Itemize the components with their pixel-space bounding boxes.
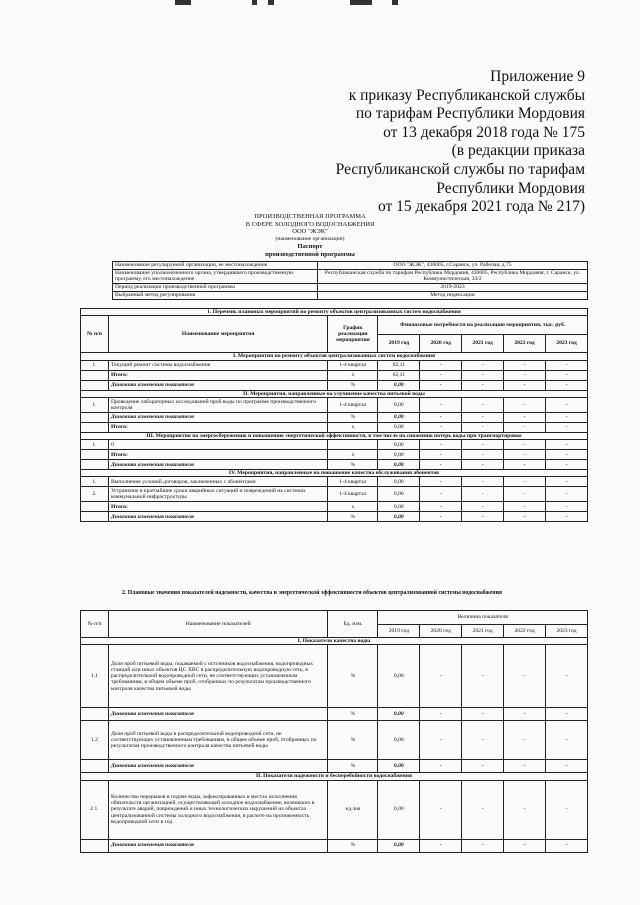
row-value: - <box>420 380 462 390</box>
row-value: - <box>420 502 462 512</box>
row-schedule: % <box>328 380 378 390</box>
table1-title: 1. Перечень плановых мероприятий по ремонту объектов централизованных систем водоснабжения <box>81 309 588 316</box>
row-value: - <box>504 839 546 852</box>
row-name: Итого: <box>108 502 327 512</box>
row-num <box>81 370 109 380</box>
passport-value: Республиканская служба по тарифам Республики Мордовия, 430005, Республика Мордовия, г. Саранск, ул. Коммунистическая, 33/2 <box>318 270 588 284</box>
row-name: Динамика изменения показателя <box>108 760 328 773</box>
table-row <box>81 450 588 460</box>
row-value: - <box>462 760 504 773</box>
row-value: - <box>546 440 588 450</box>
passport-row <box>113 291 588 299</box>
row-value: - <box>462 512 504 522</box>
row-value: 0,00 <box>378 839 420 852</box>
section-row <box>81 390 588 397</box>
row-value: 0,00 <box>378 397 420 412</box>
header-line: от 15 декабря 2021 года № 217) <box>377 198 585 216</box>
header-line: по тарифам Республики Мордовия <box>355 105 585 123</box>
row-name: Проведение лабораторных исследований проб воды по программе производственного контроля <box>108 397 327 412</box>
row-value: - <box>546 645 588 708</box>
row-value: - <box>546 360 588 370</box>
col-unit-header: Ед. изм. <box>328 611 378 638</box>
year-header: 2022 год <box>504 334 546 353</box>
row-value: - <box>420 721 462 760</box>
row-value: - <box>462 422 504 432</box>
table1-title-row <box>81 309 588 316</box>
section-title: III. Мероприятия по энергосбережению и повышению энергетической эффективности, в том числе по снижению потерь воды при транспортировке <box>81 432 588 439</box>
row-value: - <box>546 760 588 773</box>
table-row <box>81 397 588 412</box>
row-value: - <box>420 839 462 852</box>
section-title: IV. Мероприятия, направленные на повышение качества обслуживания абонентов <box>81 470 588 477</box>
section-title: I. Мероприятия по ремонту объектов централизованных систем водоснабжения <box>81 353 588 360</box>
row-schedule: х <box>328 422 378 432</box>
row-value: 0,00 <box>378 780 420 839</box>
row-schedule: х <box>328 370 378 380</box>
table-row <box>81 708 588 721</box>
table-row <box>81 760 588 773</box>
row-value: 0,00 <box>378 440 420 450</box>
passport-value: ООО "ЖЭК", 430005, г.Саранск, ул. Рабочая, д.75 <box>318 262 588 270</box>
row-value: - <box>420 760 462 773</box>
row-value: - <box>420 487 462 502</box>
row-unit: % <box>328 721 378 760</box>
table-row <box>81 502 588 512</box>
row-value: - <box>462 839 504 852</box>
row-num: 1. <box>81 397 109 412</box>
row-unit: % <box>328 708 378 721</box>
row-num <box>81 760 109 773</box>
title-line-2: В СФЕРЕ ХОЛОДНОГО ВОДОСНАБЖЕНИЯ <box>245 220 375 228</box>
row-schedule: % <box>328 512 378 522</box>
year-header: 2023 год <box>546 624 588 638</box>
row-value: - <box>420 708 462 721</box>
org-caption: (наименование организации) <box>275 235 345 242</box>
section-title: II. Показатели надежности и бесперебойности водоснабжения <box>81 773 588 780</box>
row-value: - <box>546 721 588 760</box>
row-num: 2. <box>81 487 109 502</box>
row-schedule: 1-4 квартал <box>328 397 378 412</box>
row-value: - <box>504 397 546 412</box>
row-value: 0,00 <box>378 477 420 487</box>
row-value: - <box>504 412 546 422</box>
table-row <box>81 360 588 370</box>
row-schedule: % <box>328 412 378 422</box>
row-num <box>81 380 109 390</box>
col-name-header: Наименование мероприятия <box>108 316 327 353</box>
year-header: 2020 год <box>420 334 462 353</box>
table-row <box>81 477 588 487</box>
row-unit: % <box>328 760 378 773</box>
row-value: 0,00 <box>378 460 420 470</box>
row-value: - <box>546 412 588 422</box>
passport-value: 2019-2023 <box>318 283 588 291</box>
year-header: 2023 год <box>546 334 588 353</box>
appendix-header <box>336 68 585 217</box>
table-row <box>81 780 588 839</box>
row-name: Итого: <box>108 422 327 432</box>
row-value: - <box>546 477 588 487</box>
row-value: 0,00 <box>378 760 420 773</box>
row-value: - <box>504 780 546 839</box>
program-title <box>0 213 630 259</box>
row-num <box>81 708 109 721</box>
row-value: - <box>504 512 546 522</box>
row-num <box>81 502 109 512</box>
row-value: 62,11 <box>378 360 420 370</box>
row-value: - <box>504 380 546 390</box>
passport-table <box>112 261 588 300</box>
passport-row <box>113 270 588 284</box>
row-num <box>81 512 109 522</box>
row-value: - <box>462 460 504 470</box>
table-row <box>81 839 588 852</box>
passport-row <box>113 283 588 291</box>
row-name: Динамика изменения показателя <box>108 708 328 721</box>
row-value: - <box>462 450 504 460</box>
passport-label: Период реализации производственной программы <box>113 283 318 291</box>
repair-measures-table <box>80 308 588 522</box>
header-line: Республиканской службы по тарифам <box>335 160 585 178</box>
row-value: - <box>504 502 546 512</box>
col-num-header: № п/п <box>81 611 109 638</box>
row-name: Динамика изменения показателя <box>108 412 327 422</box>
row-value: - <box>504 708 546 721</box>
row-name: Текущий ремонт системы водоснабжения <box>108 360 327 370</box>
row-name: Динамика изменения показателя <box>108 512 327 522</box>
passport-label: Наименование уполномоченного органа, утвердившего производственную программу, его местонахождение <box>113 270 318 284</box>
row-name: Количество перерывов в подаче воды, зафиксированных в местах исполнения обязательств организацией, осуществляющей холодное водоснабжение, возникших в результате аварий, повреждений и иных технологических нарушений на объектах централизованной системы холодного водоснабжения, в расчете на протяженность водопроводной сети в год <box>108 780 328 839</box>
row-name: Динамика изменения показателя <box>108 380 327 390</box>
row-value: - <box>546 397 588 412</box>
row-value: - <box>546 708 588 721</box>
table-row <box>81 380 588 390</box>
row-value: - <box>420 397 462 412</box>
passport-row <box>113 262 588 270</box>
row-value: 0,00 <box>378 450 420 460</box>
row-value: 0,00 <box>378 422 420 432</box>
table-row <box>81 422 588 432</box>
section-row <box>81 432 588 439</box>
row-name: Выполнение условий договоров, заключенных с абонентами <box>108 477 327 487</box>
table-row <box>81 512 588 522</box>
row-value: 0,00 <box>378 645 420 708</box>
indicators-table <box>80 610 588 853</box>
row-value: - <box>504 422 546 432</box>
row-unit: % <box>328 839 378 852</box>
table-row <box>81 460 588 470</box>
row-schedule: 1-4 квартал <box>328 360 378 370</box>
row-name: Доля проб питьевой воды, подаваемой с источников водоснабжения, водопроводных станций или иных объектов ЦС ХВС в распределительную водопроводную сеть, в распределительной водопроводной сети, не соответствующих установленным требованиям, в общем объеме проб, отобранных по результатам производственного контроля качества питьевой воды <box>108 645 328 708</box>
table-row <box>81 645 588 708</box>
row-value: - <box>462 440 504 450</box>
row-value: 0,00 <box>378 512 420 522</box>
passport-label: Выбранный метод регулирования <box>113 291 318 299</box>
year-header: 2020 год <box>420 624 462 638</box>
row-value: - <box>420 370 462 380</box>
year-header: 2019 год <box>378 334 420 353</box>
passport-value: Метод индексации <box>318 291 588 299</box>
row-name: Итого: <box>108 370 327 380</box>
row-num: 1. <box>81 360 109 370</box>
row-value: - <box>420 460 462 470</box>
year-header: 2019 год <box>378 624 420 638</box>
row-value: - <box>462 380 504 390</box>
row-schedule: х <box>328 450 378 460</box>
org-name: ООО "ЖЭК" <box>292 228 328 236</box>
col-schedule-header: График реализации мероприятия <box>328 316 378 353</box>
row-value: 0,00 <box>378 380 420 390</box>
row-schedule: % <box>328 460 378 470</box>
row-name: 0 <box>108 440 327 450</box>
section-title: II. Мероприятия, направленные на улучшение качества питьевой воды <box>81 390 588 397</box>
row-value: - <box>420 360 462 370</box>
table-row <box>81 370 588 380</box>
row-num: 1. <box>81 477 109 487</box>
passport-subtitle: производственной программы <box>265 250 355 258</box>
row-schedule: 1-4 квартал <box>328 487 378 502</box>
row-value: - <box>462 412 504 422</box>
col-name-header: Наименование показателей <box>108 611 328 638</box>
row-value: - <box>420 477 462 487</box>
row-value: 0,00 <box>378 412 420 422</box>
row-value: - <box>462 502 504 512</box>
row-value: - <box>462 487 504 502</box>
row-num: 2.1. <box>81 780 109 839</box>
section-row <box>81 638 588 645</box>
row-value: - <box>546 502 588 512</box>
year-header: 2022 год <box>504 624 546 638</box>
table-row <box>81 412 588 422</box>
year-header: 2021 год <box>462 334 504 353</box>
title-line-1: ПРОИЗВОДСТВЕННАЯ ПРОГРАММА <box>254 213 366 220</box>
row-value: - <box>420 440 462 450</box>
row-value: - <box>462 477 504 487</box>
row-value: - <box>462 370 504 380</box>
row-value: - <box>420 422 462 432</box>
row-value: - <box>546 370 588 380</box>
row-value: - <box>504 370 546 380</box>
row-value: 0,00 <box>378 502 420 512</box>
row-value: - <box>504 460 546 470</box>
table-row <box>81 721 588 760</box>
row-value: - <box>546 422 588 432</box>
row-num <box>81 450 109 460</box>
row-value: - <box>504 760 546 773</box>
row-value: 0,00 <box>378 721 420 760</box>
row-value: - <box>546 839 588 852</box>
header-line: Республики Мордовия <box>436 179 585 197</box>
row-num: 1. <box>81 440 109 450</box>
row-num: 1.2 <box>81 721 109 760</box>
row-name: Динамика изменения показателя <box>108 839 328 852</box>
row-value: 0,00 <box>378 708 420 721</box>
row-schedule: 1-4 квартал <box>328 477 378 487</box>
row-value: - <box>546 780 588 839</box>
row-value: - <box>504 360 546 370</box>
header-line: к приказу Республиканской службы <box>348 86 585 104</box>
header-line: Приложение 9 <box>490 68 585 85</box>
row-num: 1.1 <box>81 645 109 708</box>
table2-title: 2. Плановые значения показателей надежности, качества и энергетической эффективности объектов централизованной системы водоснабжения <box>121 590 503 596</box>
row-value: - <box>504 440 546 450</box>
row-value: - <box>420 512 462 522</box>
row-value: - <box>504 645 546 708</box>
row-value: - <box>504 487 546 502</box>
row-value: - <box>462 397 504 412</box>
row-value: 0,00 <box>378 487 420 502</box>
row-num <box>81 839 109 852</box>
row-num <box>81 460 109 470</box>
header-line: от 13 декабря 2018 года № 175 <box>383 123 585 141</box>
row-schedule <box>328 440 378 450</box>
row-value: - <box>546 512 588 522</box>
row-value: - <box>420 450 462 460</box>
row-value: - <box>462 645 504 708</box>
row-value: - <box>504 450 546 460</box>
section-row <box>81 773 588 780</box>
row-value: - <box>462 708 504 721</box>
row-value: - <box>546 450 588 460</box>
row-num <box>81 412 109 422</box>
row-value: - <box>546 460 588 470</box>
row-name: Итого: <box>108 450 327 460</box>
row-name: Доля проб питьевой воды в распределительной водопроводной сети, не соответствующих установленным требованиям, в общем объеме проб, отобранных по результатам производственного контроля качества питьевой воды <box>108 721 328 760</box>
table1-header-row <box>81 316 588 335</box>
row-name: Устранение в кратчайшие сроки аварийных ситуаций и повреждений на системах коммунальной инфраструктуры <box>108 487 327 502</box>
row-value: - <box>546 487 588 502</box>
year-header: 2021 год <box>462 624 504 638</box>
header-line: (в редакции приказа <box>451 142 585 160</box>
row-value: 62,11 <box>378 370 420 380</box>
row-value: - <box>504 721 546 760</box>
row-num <box>81 422 109 432</box>
scan-artifact <box>0 0 640 10</box>
col-value-header: Величина показателя <box>378 611 588 625</box>
col-num-header: № п/п <box>81 316 109 353</box>
row-value: - <box>462 721 504 760</box>
row-unit: % <box>328 645 378 708</box>
row-value: - <box>420 412 462 422</box>
row-value: - <box>546 380 588 390</box>
table-row <box>81 487 588 502</box>
row-value: - <box>420 645 462 708</box>
row-schedule: х <box>328 502 378 512</box>
passport-label: Наименование регулируемой организации, ее местонахождение <box>113 262 318 270</box>
section-row <box>81 470 588 477</box>
row-unit: ед./км <box>328 780 378 839</box>
table-row <box>81 440 588 450</box>
row-value: - <box>504 477 546 487</box>
row-value: - <box>420 780 462 839</box>
section-title: I. Показатели качества воды <box>81 638 588 645</box>
row-value: - <box>462 780 504 839</box>
row-name: Динамика изменения показателя <box>108 460 327 470</box>
row-value: - <box>462 360 504 370</box>
passport-title: Паспорт <box>297 243 323 251</box>
table2-header-row <box>81 611 588 625</box>
section-row <box>81 353 588 360</box>
col-finance-header: Финансовые потребности на реализацию мероприятия, тыс. руб. <box>378 316 588 335</box>
